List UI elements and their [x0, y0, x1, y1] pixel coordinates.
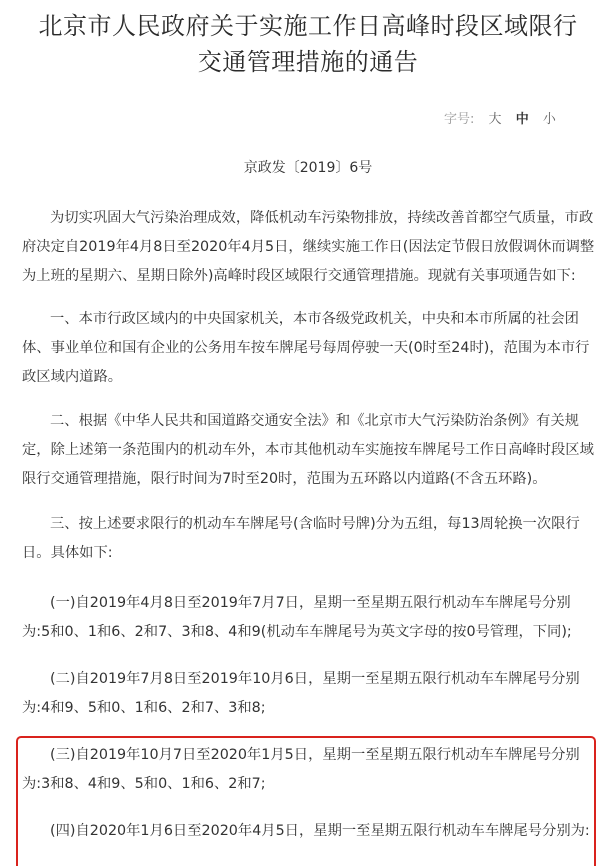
title-line-2: 交通管理措施的通告	[197, 48, 419, 76]
title-line-1: 北京市人民政府关于实施工作日高峰时段区域限行	[38, 12, 578, 40]
paragraph-period-3: (三)自2019年10月7日至2020年1月5日，星期一至星期五限行机动车车牌尾号分别为:3和8、4和9、5和0、1和6、2和7;	[22, 747, 580, 792]
paragraph-period-1: (一)自2019年4月8日至2019年7月7日，星期一至星期五限行机动车车牌尾号分别为:5和0、1和6、2和7、3和8、4和9(机动车车牌尾号为英文字母的按0号管理，下同);	[22, 595, 572, 640]
paragraph-item-2: 二、根据《中华人民共和国道路交通安全法》和《北京市大气污染防治条例》有关规定，除上述第一条范围内的机动车外，本市其他机动车实施按车牌尾号工作日高峰时段区域限行交通管理措施，限行时间为7时至20时，范围为五环路以内道路(不含五环路)。	[22, 413, 594, 487]
font-size-large-option[interactable]: 大	[488, 112, 502, 127]
paragraph-item-1: 一、本市行政区域内的中央国家机关，本市各级党政机关，中央和本市所属的社会团体、事业单位和国有企业的公务用车按车牌尾号每周停驶一天(0时至24时)，范围为本市行政区域内道路。	[22, 311, 590, 385]
page-title	[0, 8, 616, 80]
paragraph-period-2: (二)自2019年7月8日至2019年10月6日，星期一至星期五限行机动车车牌尾号分别为:4和9、5和0、1和6、2和7、3和8;	[22, 671, 580, 716]
paragraph-period-4: (四)自2020年1月6日至2020年4月5日，星期一至星期五限行机动车车牌尾号分别为:	[50, 823, 590, 839]
highlight-box	[16, 736, 596, 866]
paragraph-intro: 为切实巩固大气污染治理成效，降低机动车污染物排放，持续改善首都空气质量，市政府决定自2019年4月8日至2020年4月5日，继续实施工作日(因法定节假日放假调休而调整为上班的星期六、星期日除外)高峰时段区域限行交通管理措施。现就有关事项通告如下:	[22, 210, 595, 284]
font-size-label: 字号:	[444, 112, 475, 127]
font-size-selector	[444, 110, 556, 130]
font-size-small-option[interactable]: 小	[542, 112, 556, 127]
document-number: 京政发〔2019〕6号	[243, 160, 373, 176]
paragraph-item-3: 三、按上述要求限行的机动车车牌尾号(含临时号牌)分为五组，每13周轮换一次限行日。具体如下:	[22, 516, 580, 561]
font-size-medium-option[interactable]: 中	[515, 112, 529, 127]
